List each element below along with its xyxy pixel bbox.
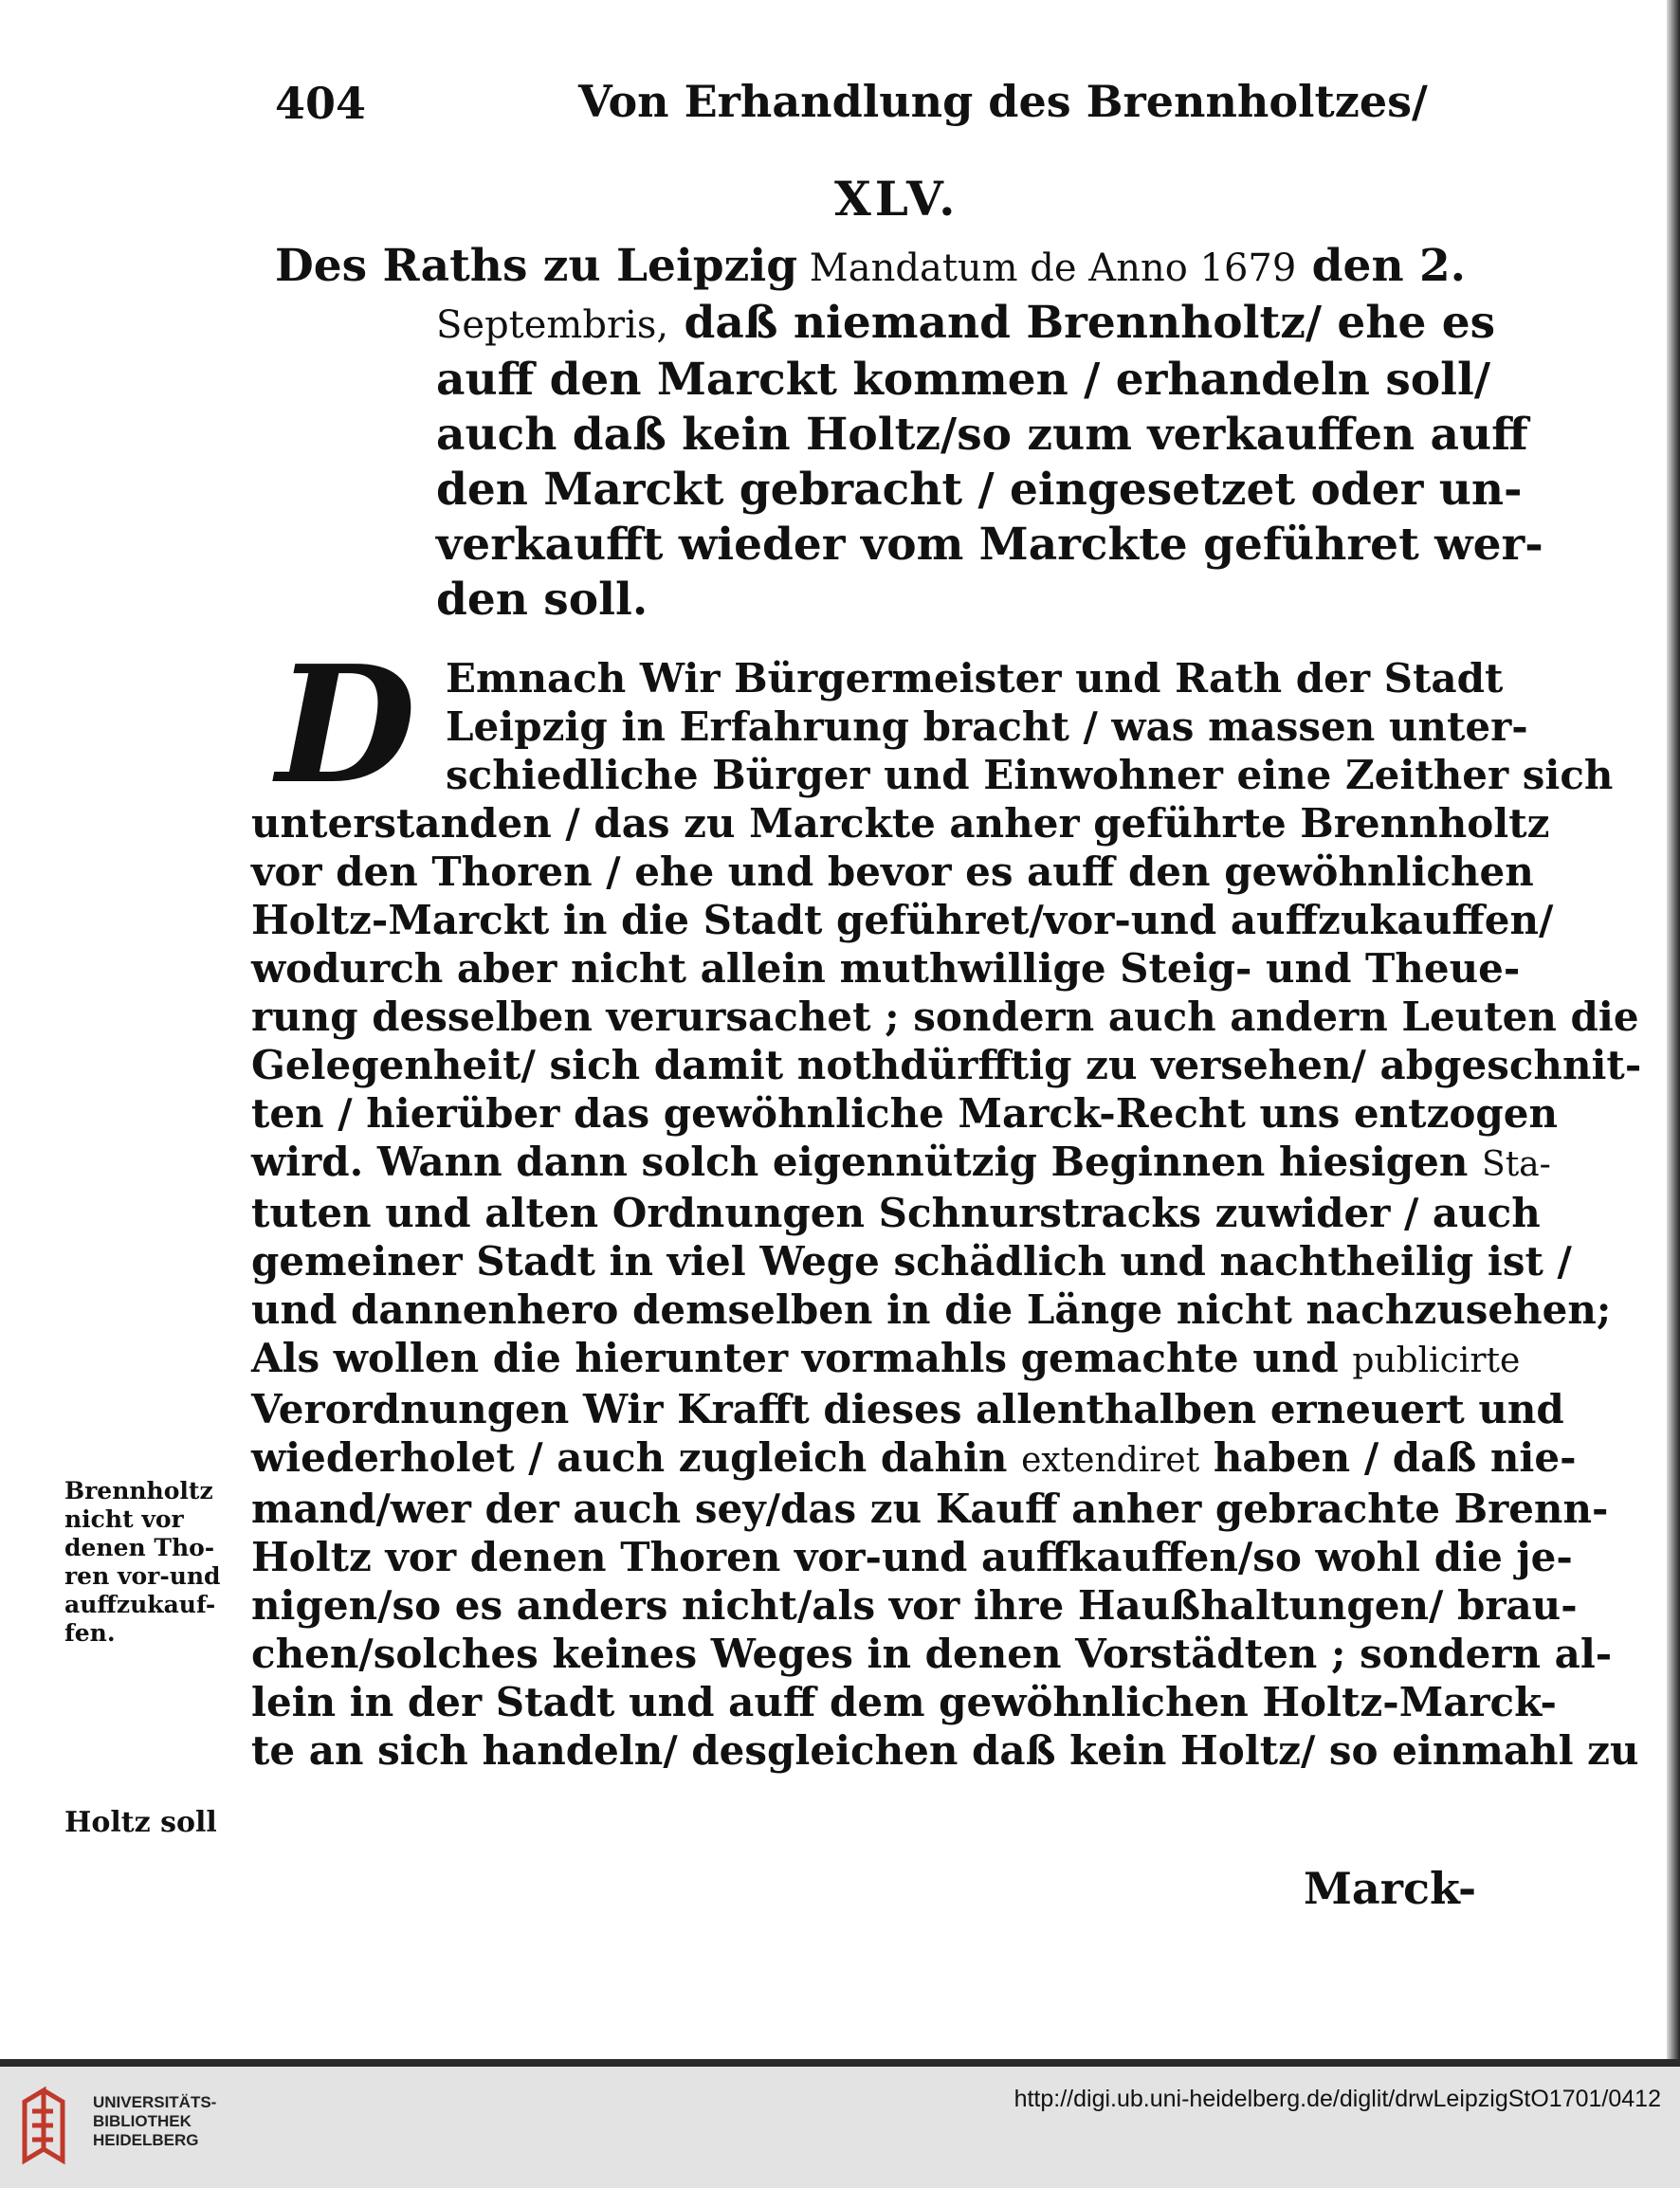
body-line: Leipzig in Erfahrung bracht / was massen unter- — [446, 703, 1528, 750]
body-line: chen/solches keines Weges in denen Vorstädten ; sondern al- — [251, 1631, 1613, 1677]
body-line: Gelegenheit/ sich damit nothdürfftig zu versehen/ abgeschnit- — [251, 1042, 1642, 1088]
permalink-url[interactable]: http://digi.ub.uni-heidelberg.de/diglit/drwLeipzigStO1701/0412 — [1013, 2086, 1661, 2112]
decorative-initial: D — [276, 630, 416, 820]
title-line-3: auff den Marckt kommen / erhandeln soll/ — [436, 354, 1491, 406]
body-line: mand/wer der auch sey/das zu Kauff anher gebrachte Brenn- — [251, 1486, 1609, 1532]
title-latin-text: Mandatum de Anno 1679 — [797, 246, 1297, 290]
body-text: wird. Wann dann solch eigennützig Beginnen hiesigen — [251, 1139, 1483, 1185]
title-line-7: den soll. — [436, 574, 648, 626]
body-line: ten / hierüber das gewöhnliche Marck-Recht uns entzogen — [251, 1090, 1558, 1137]
margin-note-2 — [64, 1806, 217, 1839]
library-name-line: HEIDELBERG — [93, 2131, 199, 2149]
body-line: unterstanden / das zu Marckte anher geführte Brennholtz — [251, 800, 1550, 847]
library-logo-icon — [15, 2083, 83, 2168]
body-text: haben / daß nie- — [1199, 1434, 1577, 1481]
title-text: daß niemand Brennholtz/ ehe es — [668, 297, 1496, 349]
running-head: Von Erhandlung des Brennholtzes/ — [578, 76, 1428, 127]
body-line: Holtz-Marckt in die Stadt geführet/vor-und auffzukauffen/ — [251, 897, 1554, 943]
title-text: Des Raths zu Leipzig — [275, 240, 798, 292]
title-line-2 — [275, 296, 1526, 353]
body-latin-text: extendiret — [1021, 1441, 1200, 1480]
title-line-6: verkaufft wieder vom Marckte geführet wer- — [436, 519, 1543, 571]
body-latin-text: publicirte — [1352, 1341, 1521, 1380]
margin-note-line: Brennholtz — [64, 1477, 213, 1504]
body-line: nigen/so es anders nicht/als vor ihre Haußhaltungen/ brau- — [251, 1582, 1578, 1629]
body-line — [251, 1138, 1551, 1189]
section-number: XLV. — [834, 171, 959, 227]
body-line: Emnach Wir Bürgermeister und Rath der Stadt — [446, 655, 1504, 702]
body-line: Holtz vor denen Thoren vor-und auffkauffen/so wohl die je- — [251, 1534, 1573, 1580]
body-line — [251, 1334, 1521, 1385]
mandate-title — [275, 239, 1543, 628]
catchword: Marck- — [1304, 1863, 1477, 1914]
title-line-1 — [275, 239, 1526, 296]
page-edge-shadow — [1667, 0, 1680, 2067]
body-line: Verordnungen Wir Krafft dieses allenthalben erneuert und — [251, 1386, 1564, 1432]
library-name-line: BIBLIOTHEK — [93, 2112, 192, 2130]
margin-note-1 — [64, 1477, 221, 1648]
body-line: gemeiner Stadt in viel Wege schädlich und nachtheilig ist / — [251, 1238, 1572, 1285]
body-text: Als wollen die hierunter vormahls gemachte und — [251, 1335, 1353, 1381]
body-line: und dannenhero demselben in die Länge nicht nachzusehen; — [251, 1286, 1612, 1333]
title-text: den 2. — [1296, 240, 1467, 292]
body-line: rung desselben verursachet ; sondern auch andern Leuten die — [251, 994, 1639, 1040]
margin-note-line: denen Tho- — [64, 1534, 215, 1561]
body-line: te an sich handeln/ desgleichen daß kein Holtz/ so einmahl zu — [251, 1727, 1639, 1774]
margin-note-line: auffzukauf- — [64, 1591, 216, 1618]
title-latin-text: Septembris, — [436, 303, 669, 347]
body-text: wiederholet / auch zugleich dahin — [251, 1434, 1022, 1481]
scan-bottom-edge — [0, 2059, 1680, 2067]
library-name — [93, 2093, 216, 2150]
library-name-line: UNIVERSITÄTS- — [93, 2093, 217, 2111]
margin-note-line: ren vor-und — [64, 1562, 221, 1590]
title-line-4: auch daß kein Holtz/so zum verkauffen auff — [436, 409, 1528, 461]
margin-note-line: fen. — [64, 1619, 116, 1647]
mandate-body — [251, 630, 1642, 1775]
body-line: vor den Thoren / ehe und bevor es auff den gewöhnlichen — [251, 848, 1534, 895]
title-line-5: den Marckt gebracht / eingesetzet oder un- — [436, 464, 1523, 516]
body-line — [251, 1433, 1577, 1485]
body-latin-text: Sta- — [1482, 1145, 1551, 1184]
page-number: 404 — [275, 78, 367, 129]
body-line: lein in der Stadt und auff dem gewöhnlichen Holtz-Marck- — [251, 1679, 1557, 1725]
body-line: schiedliche Bürger und Einwohner eine Zeither sich — [446, 752, 1614, 798]
body-line: wodurch aber nicht allein muthwillige Steig- und Theue- — [251, 945, 1521, 992]
margin-note-line: Holtz soll — [64, 1806, 217, 1839]
body-line: tuten und alten Ordnungen Schnurstracks zuwider / auch — [251, 1190, 1541, 1236]
margin-note-line: nicht vor — [64, 1505, 184, 1533]
